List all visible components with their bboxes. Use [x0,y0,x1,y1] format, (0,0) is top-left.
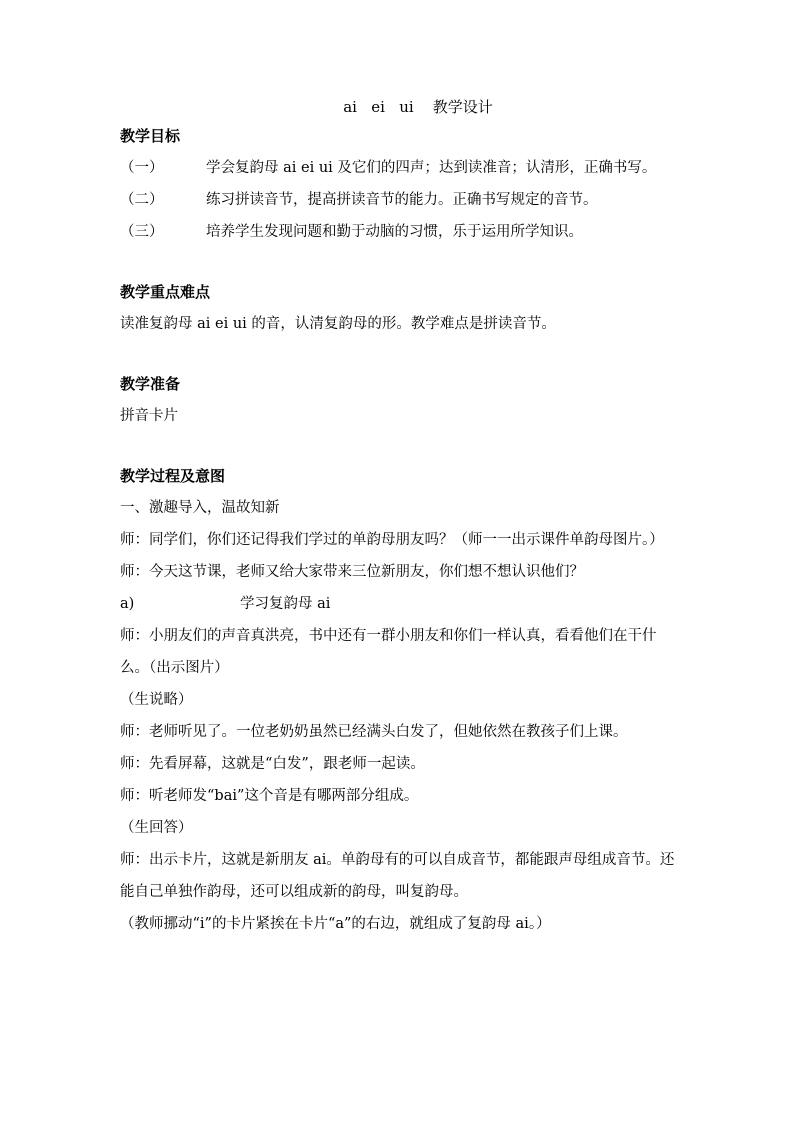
process-line: （教师挪动“i”的卡片紧挨在卡片“a”的右边，就组成了复韵母 ai。） [120,916,551,932]
preparation-text: 拼音卡片 [120,408,178,424]
process-step [120,588,676,620]
step-number: a) [120,596,135,612]
goals-heading: 教学目标 [120,127,181,145]
document-page [120,94,676,940]
spacer [120,340,676,368]
goal-number: （三） [120,224,164,240]
spacer [120,432,676,460]
goal-item [120,216,676,248]
process-line: 师：老师听见了。一位老奶奶虽然已经满头白发了，但她依然在教孩子们上课。 [120,724,628,740]
process-line: 师：今天这节课，老师又给大家带来三位新朋友，你们想不想认识他们？ [120,564,584,580]
process-line: 师：小朋友们的声音真洪亮，书中还有一群小朋友和你们一样认真，看看他们在干什么。（出示图片） [120,628,657,676]
goal-text: 培养学生发现问题和勤于动脑的习惯，乐于运用所学知识。 [206,224,583,240]
process-line: 师：先看屏幕，这就是“白发”，跟老师一起读。 [120,756,425,772]
preparation-heading: 教学准备 [120,375,181,393]
step-text: 学习复韵母 ai [240,596,331,612]
process-line: 师：听老师发“bai”这个音是有哪两部分组成。 [120,788,419,804]
process-line: 一、激趣导入，温故知新 [120,500,280,516]
process-line: （生回答） [120,820,193,836]
key-points-heading: 教学重点难点 [120,283,211,301]
process-line: 师：同学们，你们还记得我们学过的单韵母朋友吗？（师一一出示课件单韵母图片。） [120,532,664,548]
goal-number: （一） [120,160,164,176]
goal-text: 练习拼读音节，提高拼读音节的能力。正确书写规定的音节。 [206,192,598,208]
spacer [120,248,676,276]
process-line: 师：出示卡片，这就是新朋友 ai。单韵母有的可以自成音节，都能跟声母组成音节。还能自己单独作韵母，还可以组成新的韵母，叫复韵母。 [120,852,675,900]
key-points-text: 读准复韵母 ai ei ui 的音，认清复韵母的形。教学难点是拼读音节。 [120,316,556,332]
goal-item [120,184,676,216]
goal-text: 学会复韵母 ai ei ui 及它们的四声；达到读准音；认清形，正确书写。 [206,160,657,176]
process-heading: 教学过程及意图 [120,467,226,485]
goal-number: （二） [120,192,164,208]
goal-item [120,152,676,184]
process-line: （生说略） [120,692,193,708]
document-title: ai ei ui 教学设计 [343,98,493,116]
